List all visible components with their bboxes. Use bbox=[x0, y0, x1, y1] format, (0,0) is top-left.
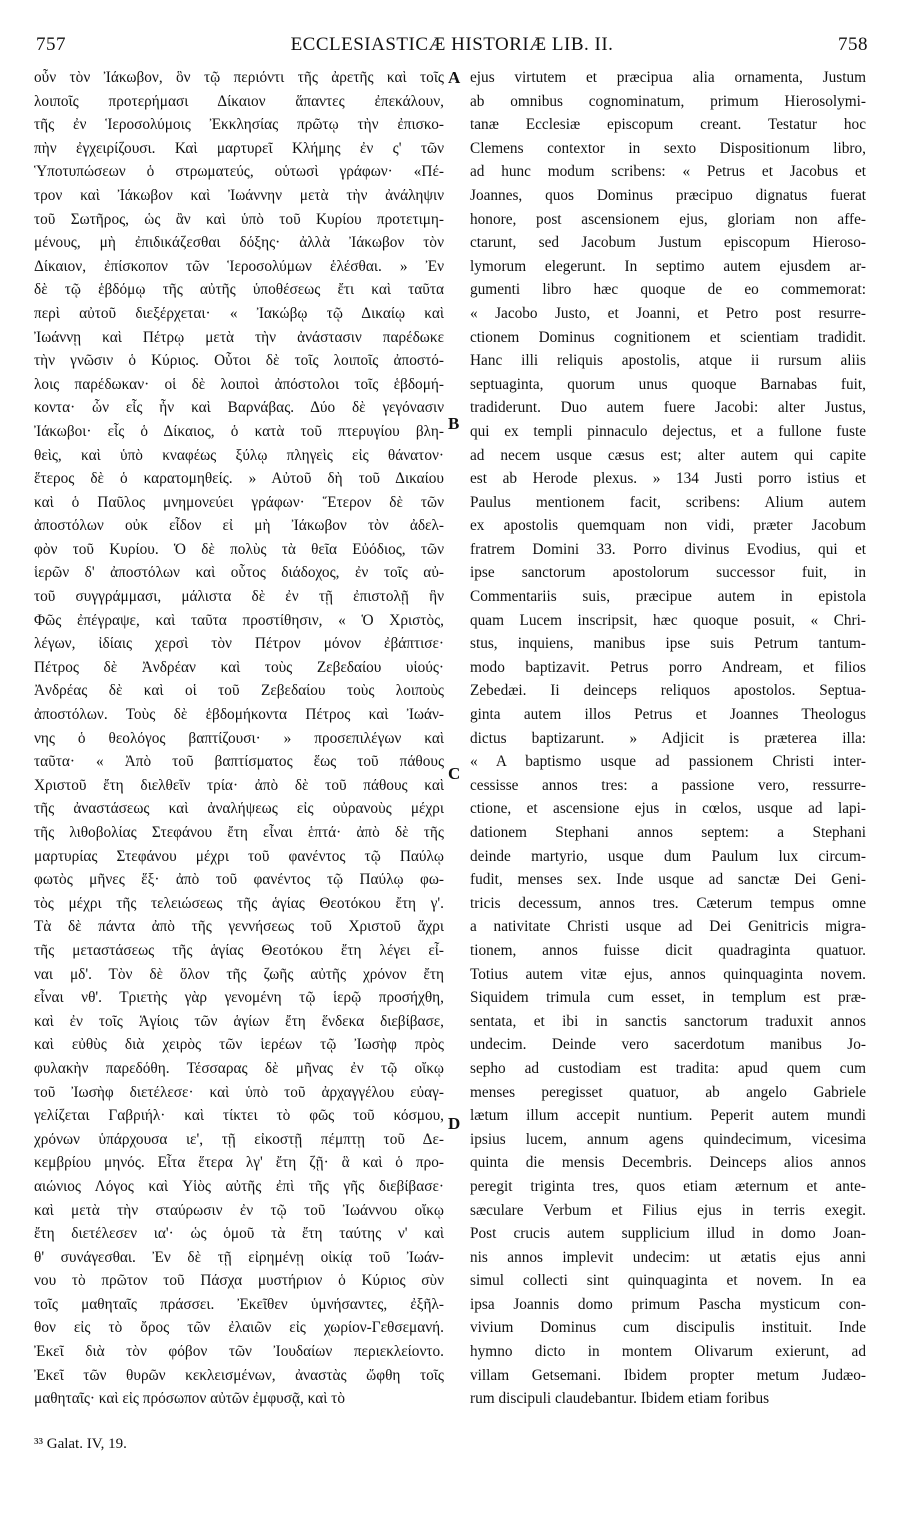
text-line: θον εἰς τὸ ὄρος τῶν ἐλαιῶν εἰς χωρίον-Γεθσεμανή. bbox=[34, 1319, 444, 1337]
text-line: τῆς ἐν Ἱεροσολύμοις Ἐκκλησίας πρῶτῳ τὴν ἐπισκο- bbox=[34, 116, 444, 134]
text-line: quam Lucem inscripsit, hæc quoque posuit, « Chri- bbox=[470, 611, 866, 629]
text-line: villam Getsemani. Ibidem propter metum Judæo- bbox=[470, 1366, 866, 1384]
text-line: Ἐκεῖ διὰ τὸν φόβον τῶν Ἰουδαίων περιεκλείοντο. bbox=[34, 1343, 444, 1361]
margin-marker-c: C bbox=[448, 764, 461, 783]
text-line: καὶ εὐθὺς διὰ χειρὸς τῶν ἱερέων τῷ Ἰωσὴφ πρὸς bbox=[34, 1036, 444, 1054]
text-line: tanæ Ecclesiæ episcopum creant. Testatur hoc bbox=[470, 116, 866, 134]
text-line: ctionem Dominus cognitionem et scientiam tradidit. bbox=[470, 328, 866, 346]
text-line: Commentariis suis, præcipue autem in epistola bbox=[470, 588, 866, 606]
text-line: ἀποστόλων οὐκ εἶδον εἰ μὴ Ἰάκωβον τὸν ἀδελ- bbox=[34, 517, 444, 535]
text-line: est ab Herode plexus. » 134 Justi porro istius et bbox=[470, 470, 866, 488]
text-line: μαρτυρίας Στεφάνου μέχρι τοῦ φανέντος τῷ Παύλῳ bbox=[34, 847, 444, 865]
text-line: gumenti libro hæc quoque de eo commemorat: bbox=[470, 281, 866, 299]
text-line: δὲ τῷ ἑβδόμῳ τῆς αὐτῆς ὑποθέσεως ἔτι καὶ ταῦτα bbox=[34, 281, 444, 299]
text-line: ejus virtutem et præcipua alia ornamenta, Justum bbox=[470, 69, 866, 86]
text-line: Ἀνδρέας δὲ καὶ οἱ τοῦ Ζεβεδαίου τοὺς λοιποὺς bbox=[34, 682, 444, 700]
text-line: Ἰωάννῃ καὶ Πέτρῳ μετὰ τὴν ἀνάστασιν παρέδωκε bbox=[34, 328, 444, 346]
text-line: νου τὸ πρῶτον τοῦ Πάσχα μυστήριον ὁ Κύριος σὺν bbox=[34, 1272, 444, 1290]
text-line: Paulus mentionem facit, scribens: Alium autem bbox=[470, 493, 866, 511]
greek-text-column bbox=[34, 66, 444, 1411]
text-line: ginta autem illos Petrus et Joannes Theologus bbox=[470, 706, 866, 724]
text-line: Ὑποτυπώσεων ὁ στρωματεύς, οὑτωσὶ γράφων· «Πέ- bbox=[34, 163, 444, 181]
text-line: fratrem Domini 33. Porro divinus Evodius, qui et bbox=[470, 540, 866, 558]
text-line: peregit triginta tres, quos etiam æternum et ante- bbox=[470, 1177, 866, 1195]
text-line: ex apostolis quemquam non vidi, præter Jacobum bbox=[470, 517, 866, 535]
text-line: modo baptizavit. Petrus porro Andream, et filios bbox=[470, 658, 866, 676]
text-line: ctione, et ascensione ejus in cœlos, usque ad lapi- bbox=[470, 800, 866, 818]
text-line: honore, post ascensionem ejus, gloriam non affe- bbox=[470, 210, 866, 228]
text-line: περὶ αὐτοῦ διεξέρχεται· « Ἰακώβῳ τῷ Δικαίῳ καὶ bbox=[34, 304, 444, 322]
text-line: simul collecti sint quinquaginta et novem. In ea bbox=[470, 1272, 866, 1290]
text-line: αιώνιος Λόγος καὶ Υἱὸς αὐτῆς ἐπὶ τῆς γῆς διεβίβασε· bbox=[34, 1177, 444, 1195]
margin-marker-b: B bbox=[448, 414, 460, 433]
text-line: ἕτερος δὲ ὁ καρατομηθείς. » Αὐτοῦ δὴ τοῦ Δικαίου bbox=[34, 470, 444, 488]
text-line: Πέτρος δὲ Ἀνδρέαν καὶ τοὺς Ζεβεδαίου υἱούς· bbox=[34, 658, 444, 676]
text-line: tionem, annos fuisse dicit quadraginta quatuor. bbox=[470, 941, 866, 959]
footnote: ³³ Galat. IV, 19. bbox=[34, 1436, 127, 1452]
text-line: undecim. Deinde vero sacerdotum manibus Jo- bbox=[470, 1036, 866, 1054]
text-line: λέγων, ἰδίαις χερσὶ τὸν Πέτρον μόνον ἐβάπτισε· bbox=[34, 635, 444, 653]
text-line: ipsa Joannis domo primum Pascha mysticum con- bbox=[470, 1295, 866, 1313]
text-line: Post crucis autem supplicium illud in domo Joan- bbox=[470, 1225, 866, 1243]
text-line: nis annos implevit undecim: ut ætatis ejus anni bbox=[470, 1248, 866, 1266]
page-number-right: 758 bbox=[838, 34, 868, 55]
text-line: ctarunt, sed Jacobum Justum episcopum Hieroso- bbox=[470, 234, 866, 252]
text-line: Siquidem trimula cum esset, in templum est præ- bbox=[470, 989, 866, 1007]
text-line: μαθηταῖς· καὶ εἰς πρόσωπον αὐτῶν ἐμφυσᾷ, καὶ τὸ bbox=[34, 1390, 345, 1408]
text-line: septuaginta, quorum unus quoque Barnabas fuit, bbox=[470, 375, 866, 393]
text-line: sentata, et ibi in sanctis sanctorum traduxit annos bbox=[470, 1012, 866, 1030]
text-line: hymno dicto in montem Olivarum exierunt, ad bbox=[470, 1343, 866, 1361]
text-line: ἔτη διετέλεσεν ια'· ὡς ὁμοῦ τὰ ἔτη ταύτης ν' καὶ bbox=[34, 1225, 444, 1243]
text-line: deinde martyrio, usque dum Paulum lux circum- bbox=[470, 847, 866, 865]
text-line: tricis decessum, annos tres. Cæterum tempus omne bbox=[470, 894, 866, 912]
text-line: dictus baptizarunt. » Adjicit is præterea illa: bbox=[470, 729, 866, 747]
text-line: τρον καὶ Ἰάκωβον καὶ Ἰωάννην μετὰ τὴν ἀνάληψιν bbox=[34, 186, 444, 204]
text-line: Hanc illi reliquis apostolis, atque ii rursum aliis bbox=[470, 352, 866, 370]
text-line: a nativitate Christi usque ad Dei Genitricis migra- bbox=[470, 918, 866, 936]
text-line: cessisse annos tres: a passione vero, ressurre- bbox=[470, 776, 866, 794]
text-line: καὶ ἐν τοῖς Ἁγίοις τῶν ἁγίων ἔτη ἕνδεκα διεβίβασε, bbox=[34, 1012, 444, 1030]
text-line: sepho ad custodiam est tradita: apud quem cum bbox=[470, 1059, 866, 1077]
latin-text-column bbox=[470, 66, 866, 1411]
text-line: λοις παρέδωκαν· οἱ δὲ λοιποὶ ἀπόστολοι τοῖς ἑβδομή- bbox=[34, 375, 444, 393]
text-line: tradiderunt. Duo autem fuere Jacobi: alter Justus, bbox=[470, 399, 866, 417]
text-line: πὴν ἐγχειρίζουσι. Καὶ μαρτυρεῖ Κλήμης ἐν ς' τῶν bbox=[34, 139, 444, 157]
text-line: καὶ ὁ Παῦλος μνημονεύει γράφων· Ἕτερον δὲ τῶν bbox=[34, 493, 444, 511]
text-line: Joannes, quos Dominus præcipuo dignatus fuerat bbox=[470, 186, 866, 204]
text-line: λοιποῖς προτερήμασι Δίκαιον ἅπαντες ἐπεκάλουν, bbox=[34, 92, 444, 110]
text-line: lymorum elegerunt. In septimo autem ejusdem ar- bbox=[470, 257, 866, 275]
text-line: ἀποστόλων. Τοὺς δὲ ἑβδομήκοντα Πέτρος καὶ Ἰωάν- bbox=[34, 706, 444, 724]
text-line: ad hunc modum scribens: « Petrus et Jacobus et bbox=[470, 163, 866, 181]
text-line: τὴν γνῶσιν ὁ Κύριος. Οὗτοι δὲ τοῖς λοιποῖς ἀποστό- bbox=[34, 352, 444, 370]
text-line: sæculare Verbum et Filius ejus in terris exegit. bbox=[470, 1201, 866, 1219]
text-line: μένους, μὴ ἐπιδικάζεσθαι δόξης· ἀλλὰ Ἰάκωβον τὸν bbox=[34, 234, 444, 252]
text-line: νης ὁ θεολόγος βαπτίζουσι· » προσεπιλέγων καὶ bbox=[34, 729, 444, 747]
running-title: ECCLESIASTICÆ HISTORIÆ LIB. II. bbox=[290, 34, 614, 55]
text-line: τὸς μέχρι τῆς τελειώσεως τῆς ἁγίας Θεοτόκου ἔτη γ'. bbox=[34, 894, 444, 912]
text-line: τῆς μεταστάσεως τῆς ἁγίας Θεοτόκου ἔτη λέγει εἶ- bbox=[34, 941, 444, 959]
text-line: lætum illum accepit nuntium. Peperit autem mundi bbox=[470, 1107, 866, 1125]
running-header bbox=[36, 34, 868, 58]
text-line: τοῦ Σωτῆρος, ὡς ἂν καὶ ὑπὸ τοῦ Κυρίου προτετιμη- bbox=[34, 210, 444, 228]
text-line: οὖν τὸν Ἰάκωβον, ὃν τῷ περιόντι τῆς ἀρετῆς καὶ τοῖς bbox=[34, 69, 444, 86]
text-line: Φῶς ἐπέγραψε, καὶ ταῦτα προστίθησιν, « Ὁ Χριστὸς, bbox=[34, 611, 444, 629]
text-line: ab omnibus cognominatum, primum Hierosolymi- bbox=[470, 92, 866, 110]
text-line: φυλακὴν παρεδόθη. Τέσσαρας δὲ μῆνας ἐν τῷ οἴκῳ bbox=[34, 1059, 444, 1077]
text-line: vivium Dominus cum discipulis instituit. Inde bbox=[470, 1319, 866, 1337]
text-line: Ἰάκωβοι· εἷς ὁ Δίκαιος, ὁ κατὰ τοῦ πτερυγίου βλη- bbox=[34, 422, 444, 440]
text-line: ad necem usque cæsus est; alter autem qui capite bbox=[470, 446, 866, 464]
text-line: ναι μδ'. Τὸν δὲ ὅλον τῆς ζωῆς αὐτῆς χρόνον ἔτη bbox=[34, 965, 444, 983]
text-line: ipse sanctorum apostolorum successor fuit, in bbox=[470, 564, 866, 582]
text-line: fudit, menses sex. Inde usque ad sanctæ Dei Geni- bbox=[470, 871, 866, 889]
text-line: τοῖς μαθηταῖς πράσσει. Ἐκεῖθεν ὑμνήσαντες, ἐξῆλ- bbox=[34, 1295, 444, 1313]
text-line: τοῦ Ἰωσὴφ διετέλεσε· καὶ ὑπὸ τοῦ ἀρχαγγέλου εὐαγ- bbox=[34, 1083, 444, 1101]
text-line: « A baptismo usque ad passionem Christi inter- bbox=[470, 753, 866, 771]
text-line: Clemens contextor in sexto Dispositionum libro, bbox=[470, 139, 866, 157]
text-line: καὶ μετὰ τὴν σταύρωσιν ἐν τῷ τοῦ Ἰωάννου οἴκῳ bbox=[34, 1201, 444, 1219]
text-line: εἶναι νθ'. Τριετὴς γὰρ γενομένη τῷ ἱερῷ προσήχθη, bbox=[34, 989, 444, 1007]
text-line: Δίκαιον, ἐπίσκοπον τῶν Ἱεροσολύμων ἑλέσθαι. » Ἐν bbox=[34, 257, 444, 275]
text-line: Zebedæi. Ii deinceps reliquos apostolos. Septua- bbox=[470, 682, 866, 700]
text-line: Χριστοῦ ἔτη διελθεῖν τρία· ἀπὸ δὲ τοῦ πάθους καὶ bbox=[34, 776, 444, 794]
text-line: κοντα· ὧν εἷς ἦν καὶ Βαρνάβας. Δύο δὲ γεγόνασιν bbox=[34, 399, 444, 417]
text-line: rum discipuli claudebantur. Ibidem etiam foribus bbox=[470, 1390, 770, 1408]
text-line: menses peregisset quatuor, ab angelo Gabriele bbox=[470, 1083, 866, 1101]
text-line: ipsius lucem, annum agens quindecimum, vicesima bbox=[470, 1130, 866, 1148]
text-line: Ἐκεῖ τῶν θυρῶν κεκλεισμένων, ἀναστὰς ὤφθη τοῖς bbox=[34, 1366, 444, 1384]
page-number-left: 757 bbox=[36, 34, 66, 55]
text-line: κεμβρίου μηνός. Εἶτα ἕτερα λγ' ἔτη ζῇ· ἃ καὶ ὁ προ- bbox=[34, 1154, 444, 1172]
text-line: χρόνων ὑπάρχουσα ιε', τῇ εἰκοστῇ πέμπτῃ τοῦ Δε- bbox=[34, 1130, 444, 1148]
text-line: ἱερῶν δ' ἀποστόλων καὶ οὗτος διάδοχος, ἐν τοῖς αὐ- bbox=[34, 564, 444, 582]
text-line: τῆς ἀναστάσεως καὶ ἀναλήψεως εἰς οὐρανοὺς μέχρι bbox=[34, 800, 444, 818]
text-line: qui ex templi pinnaculo dejectus, et a fullone fuste bbox=[470, 422, 866, 440]
text-line: quinta die mensis Decembris. Deinceps alios annos bbox=[470, 1154, 866, 1172]
text-line: « Jacobo Justo, et Joanni, et Petro post resurre- bbox=[470, 304, 866, 322]
text-line: τοῦ συγγράμμασι, μάλιστα δὲ ἐν τῇ ἐπιστολῇ ἣν bbox=[34, 588, 444, 606]
text-line: Totius autem vitæ ejus, annos quinquaginta novem. bbox=[470, 965, 866, 983]
text-line: ταῦτα· « Ἀπὸ τοῦ βαπτίσματος ἕως τοῦ πάθους bbox=[34, 753, 444, 771]
text-line: θ' συνάγεσθαι. Ἐν δὲ τῇ εἰρημένῃ οἰκίᾳ τοῦ Ἰωάν- bbox=[34, 1248, 444, 1266]
text-line: φὸν τοῦ Κυρίου. Ὁ δὲ πολὺς τὰ θεῖα Εὐόδιος, τῶν bbox=[34, 540, 444, 558]
margin-marker-d: D bbox=[448, 1114, 461, 1133]
margin-marker-a: A bbox=[448, 68, 461, 87]
text-line: θεὶς, καὶ ὑπὸ κναφέως ξύλῳ πληγεὶς εἰς θάνατον· bbox=[34, 446, 444, 464]
text-line: Τὰ δὲ πάντα ἀπὸ τῆς γεννήσεως τοῦ Χριστοῦ ἄχρι bbox=[34, 918, 444, 936]
text-line: γελίζεται Γαβριήλ· καὶ τίκτει τὸ φῶς τοῦ κόσμου, bbox=[34, 1107, 444, 1125]
text-line: φωτὸς μῆνες ἕξ· ἀπὸ τοῦ φανέντος τῷ Παύλῳ φω- bbox=[34, 871, 444, 889]
text-line: dationem Stephani annos septem: a Stephani bbox=[470, 824, 866, 841]
text-line: stus, inquiens, manibus ipse suis Petrum tantum- bbox=[470, 635, 866, 653]
text-line: τῆς λιθοβολίας Στεφάνου ἔτη εἶναι ἑπτά· ἀπὸ δὲ τῆς bbox=[34, 824, 444, 841]
